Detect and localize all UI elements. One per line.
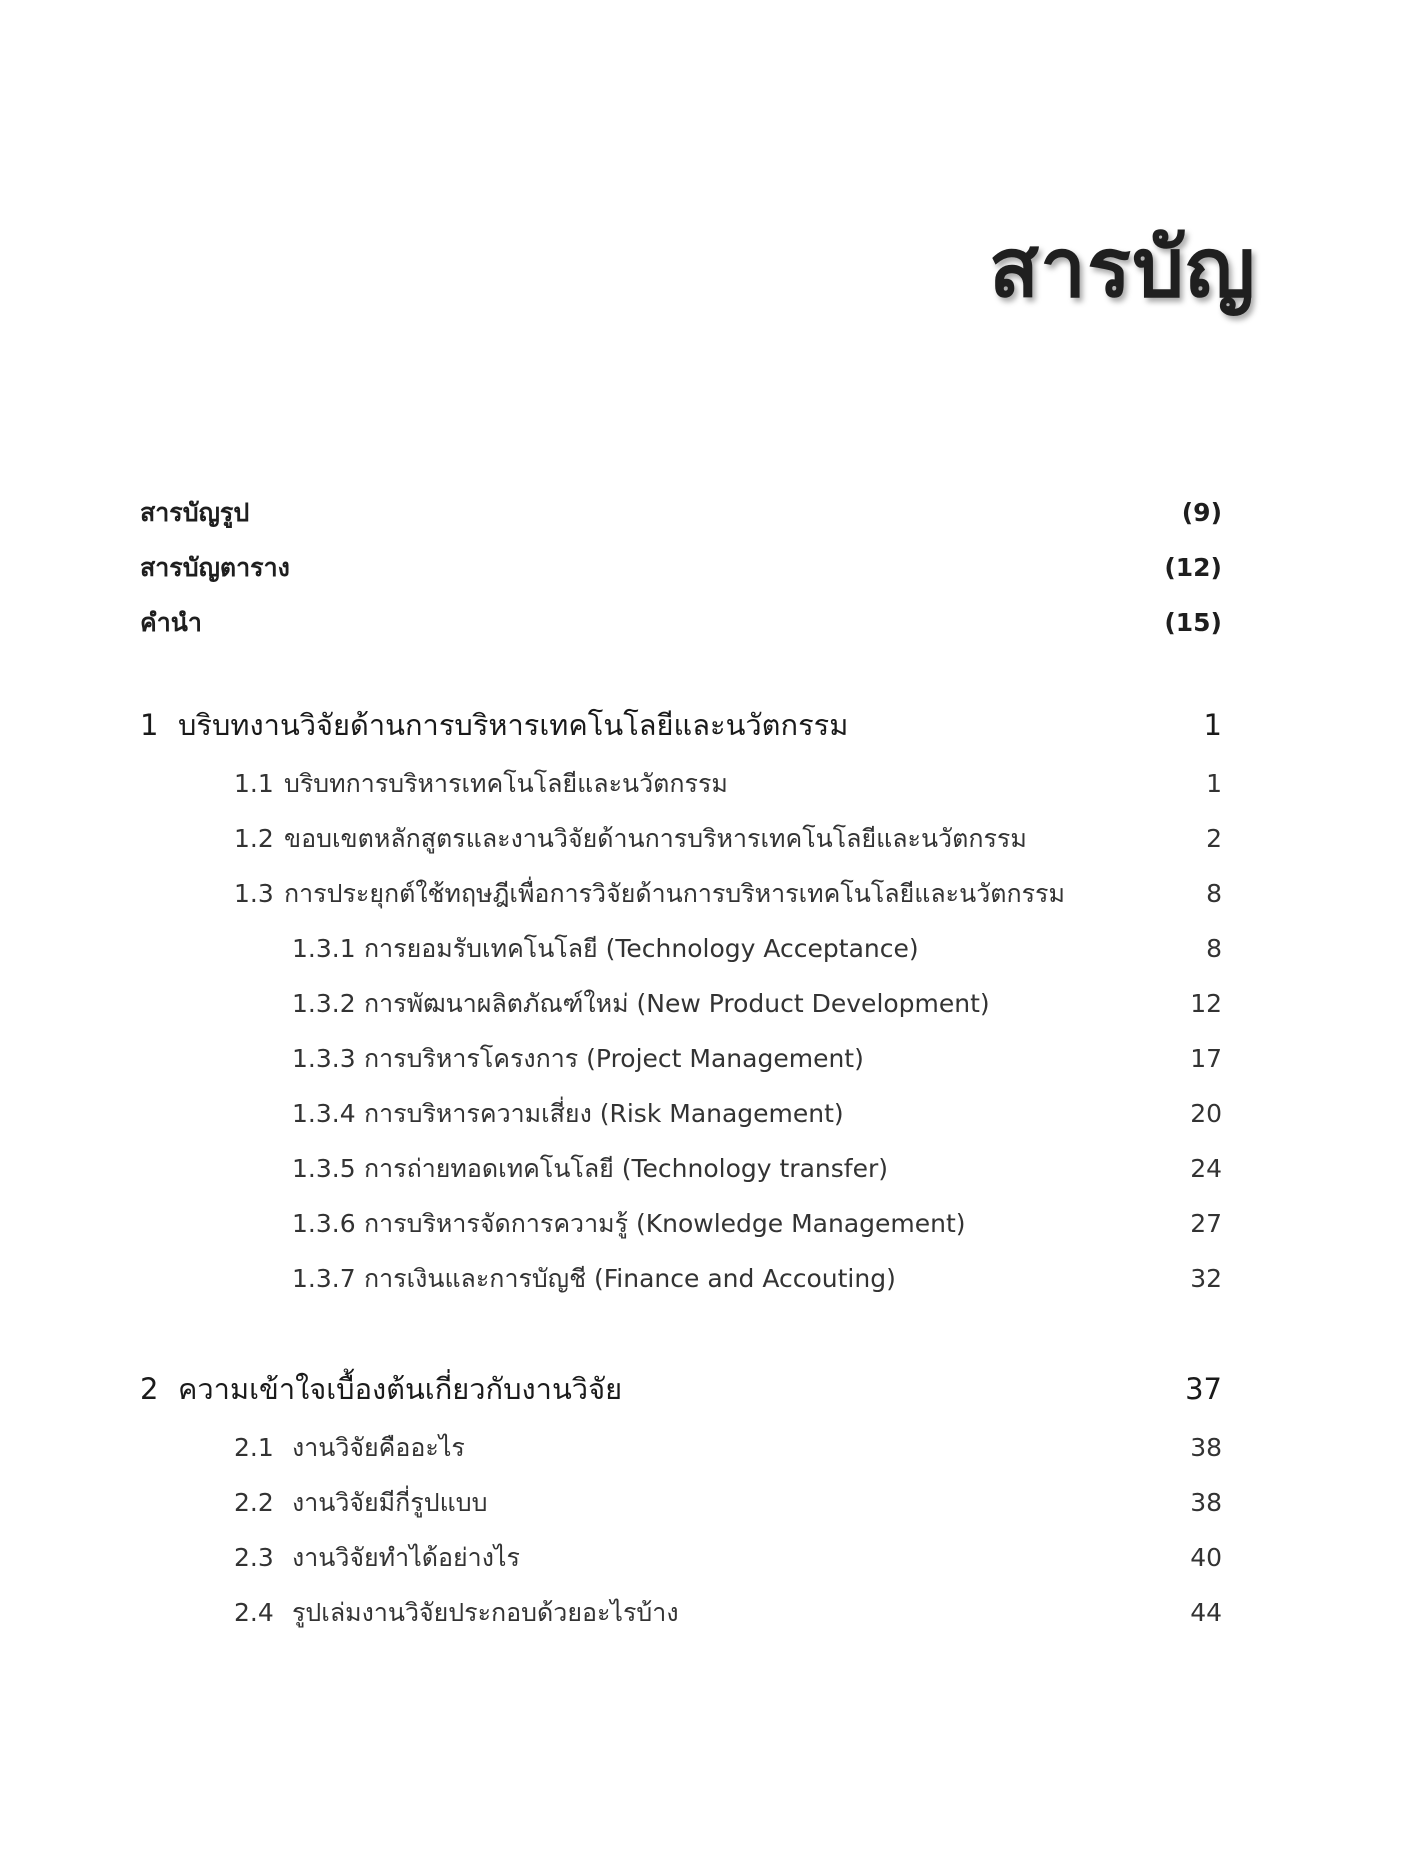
section-label: [140, 764, 728, 804]
section-page: 40: [1190, 1543, 1222, 1572]
toc-section-1-2[interactable]: [140, 811, 1222, 866]
chapter-page: 37: [1185, 1372, 1222, 1406]
subsection-number: 1.3.1: [292, 934, 356, 963]
subsection-page: 12: [1190, 989, 1222, 1018]
section-number: 2.4: [234, 1598, 274, 1627]
chapter-number: 1: [140, 708, 159, 742]
subsection-number: 1.3.2: [292, 989, 356, 1018]
toc-chapter-2[interactable]: [140, 1358, 1222, 1420]
toc-section-2-1[interactable]: [140, 1420, 1222, 1475]
section-title: บริบทการบริหารเทคโนโลยีและนวัตกรรม: [284, 768, 728, 798]
section-label: [140, 874, 1065, 914]
section-title: งานวิจัยทำได้อย่างไร: [292, 1542, 520, 1572]
section-number: 2.1: [234, 1433, 274, 1462]
subsection-title: การบริหารจัดการความรู้ (Knowledge Management): [364, 1208, 966, 1238]
toc-chapter-1[interactable]: [140, 694, 1222, 756]
subsection-title: การบริหารความเสี่ยง (Risk Management): [364, 1098, 844, 1128]
section-page: 38: [1190, 1433, 1222, 1462]
page-title: สารบัญ: [988, 221, 1256, 316]
chapter-title: ความเข้าใจเบื้องต้นเกี่ยวกับงานวิจัย: [178, 1372, 623, 1406]
toc-subsection-1-3-4[interactable]: [140, 1086, 1222, 1141]
toc-subsection-1-3-7[interactable]: [140, 1251, 1222, 1306]
section-page: 2: [1206, 824, 1222, 853]
subsection-label: [140, 1204, 966, 1244]
section-title: งานวิจัยคืออะไร: [292, 1432, 465, 1462]
section-number: 2.3: [234, 1543, 274, 1572]
chapter-number: 2: [140, 1372, 159, 1406]
spacer: [140, 650, 1222, 694]
section-page: 38: [1190, 1488, 1222, 1517]
subsection-number: 1.3.7: [292, 1264, 356, 1293]
toc-entry-label: สารบัญรูป: [140, 497, 250, 527]
toc-subsection-1-3-1[interactable]: [140, 921, 1222, 976]
subsection-title: การบริหารโครงการ (Project Management): [364, 1043, 864, 1073]
section-label: [140, 1593, 679, 1633]
chapter-label: [140, 702, 848, 748]
toc-entry-page: (15): [1164, 608, 1222, 637]
toc-entry-preface[interactable]: [140, 595, 1222, 650]
toc-section-2-3[interactable]: [140, 1530, 1222, 1585]
section-title: รูปเล่มงานวิจัยประกอบด้วยอะไรบ้าง: [292, 1597, 679, 1627]
section-label: [140, 1428, 465, 1468]
chapter-label: [140, 1366, 622, 1412]
section-label: [140, 1538, 520, 1578]
toc-subsection-1-3-3[interactable]: [140, 1031, 1222, 1086]
section-label: [140, 1483, 487, 1523]
toc-entry-page: (12): [1164, 553, 1222, 582]
subsection-page: 24: [1190, 1154, 1222, 1183]
subsection-title: การถ่ายทอดเทคโนโลยี (Technology transfer): [364, 1153, 888, 1183]
chapter-page: 1: [1203, 708, 1222, 742]
section-page: 44: [1190, 1598, 1222, 1627]
toc-entry-label: สารบัญตาราง: [140, 552, 290, 582]
spacer: [140, 1306, 1222, 1358]
subsection-number: 1.3.6: [292, 1209, 356, 1238]
subsection-title: การพัฒนาผลิตภัณฑ์ใหม่ (New Product Development): [364, 988, 990, 1018]
toc-entry-label: คำนำ: [140, 607, 202, 637]
toc-section-2-4[interactable]: [140, 1585, 1222, 1640]
toc-subsection-1-3-5[interactable]: [140, 1141, 1222, 1196]
chapter-title: บริบทงานวิจัยด้านการบริหารเทคโนโลยีและนวัตกรรม: [178, 708, 849, 742]
subsection-number: 1.3.4: [292, 1099, 356, 1128]
section-label: [140, 819, 1027, 859]
toc-section-1-3[interactable]: [140, 866, 1222, 921]
subsection-page: 8: [1206, 934, 1222, 963]
toc-subsection-1-3-6[interactable]: [140, 1196, 1222, 1251]
section-number: 2.2: [234, 1488, 274, 1517]
section-number: 1.3: [234, 879, 274, 908]
section-page: 8: [1206, 879, 1222, 908]
section-title: การประยุกต์ใช้ทฤษฎีเพื่อการวิจัยด้านการบริหารเทคโนโลยีและนวัตกรรม: [284, 878, 1065, 908]
table-of-contents: [140, 485, 1222, 1640]
toc-section-1-1[interactable]: [140, 756, 1222, 811]
section-title: งานวิจัยมีกี่รูปแบบ: [292, 1487, 488, 1517]
subsection-label: [140, 929, 919, 969]
toc-entry-page: (9): [1181, 498, 1222, 527]
section-page: 1: [1206, 769, 1222, 798]
subsection-page: 32: [1190, 1264, 1222, 1293]
subsection-title: การเงินและการบัญชี (Finance and Accouting): [364, 1263, 896, 1293]
toc-entry-list-of-tables[interactable]: [140, 540, 1222, 595]
subsection-number: 1.3.3: [292, 1044, 356, 1073]
subsection-label: [140, 984, 990, 1024]
section-title: ขอบเขตหลักสูตรและงานวิจัยด้านการบริหารเทคโนโลยีและนวัตกรรม: [284, 823, 1027, 853]
toc-subsection-1-3-2[interactable]: [140, 976, 1222, 1031]
toc-entry-list-of-figures[interactable]: [140, 485, 1222, 540]
subsection-label: [140, 1149, 888, 1189]
subsection-label: [140, 1039, 864, 1079]
subsection-page: 17: [1190, 1044, 1222, 1073]
subsection-number: 1.3.5: [292, 1154, 356, 1183]
toc-section-2-2[interactable]: [140, 1475, 1222, 1530]
section-number: 1.1: [234, 769, 274, 798]
section-number: 1.2: [234, 824, 274, 853]
subsection-title: การยอมรับเทคโนโลยี (Technology Acceptance): [364, 933, 919, 963]
subsection-label: [140, 1094, 844, 1134]
subsection-label: [140, 1259, 896, 1299]
subsection-page: 27: [1190, 1209, 1222, 1238]
subsection-page: 20: [1190, 1099, 1222, 1128]
